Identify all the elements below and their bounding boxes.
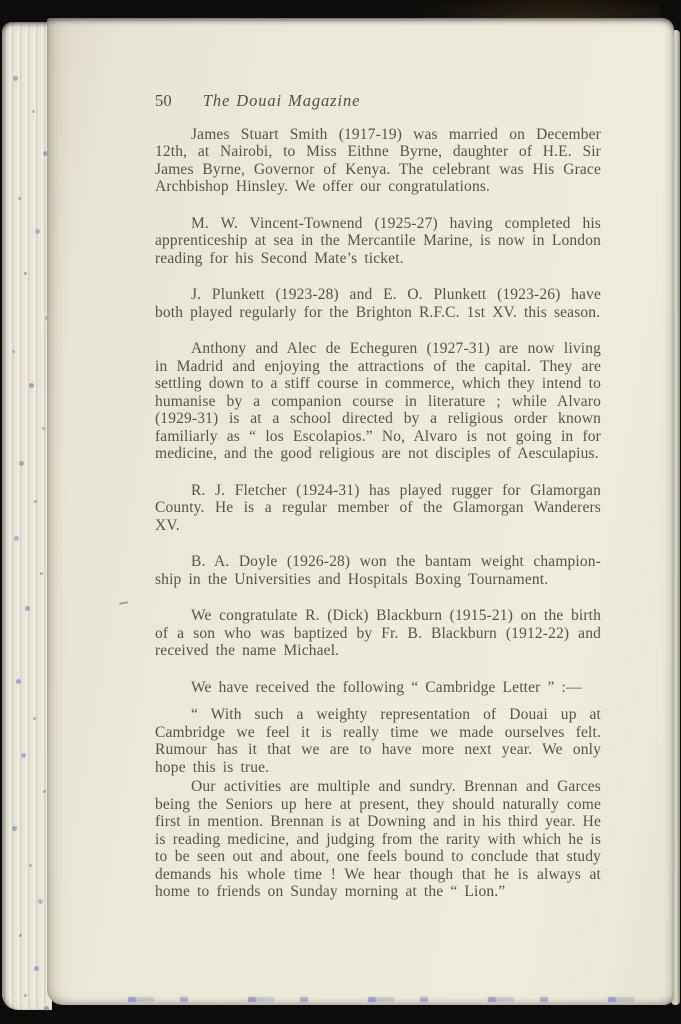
paragraph-vincent-townend: M. W. Vincent-Townend (1925-27) having completed his apprenticeship at sea in the Mercantile Marine, is now in London reading for his Second Mate’s ticket. xyxy=(155,214,601,267)
paragraph-blackburn-birth: We congratulate R. (Dick) Blackburn (1915-21) on the birth of a son who was baptized by Fr. B. Blackburn (1912-22) and received the name Michael. xyxy=(155,607,601,659)
stray-margin-mark xyxy=(119,601,128,605)
paragraph-cambridge-letter-activities: Our activities are multiple and sundry. Brennan and Garces being the Seniors up here at present, they should naturally come first in mention. Brennan is at Downing and in his third year. He is reading medicine, and judging from the rarity with which he is to be seen out and about, one feels bound to conclude that study demands his whole time ! We hear though that he is always at home to friends on Sunday morning at the “ Lion.” xyxy=(155,778,601,900)
paragraph-fletcher-rugger: R. J. Fletcher (1924-31) has played rugger for Glamorgan County. He is a regular member of the Glamorgan Wanderers XV. xyxy=(155,481,601,534)
page-number: 50 xyxy=(155,91,172,110)
ink-speckles xyxy=(6,32,9,35)
page-text-column xyxy=(155,92,601,901)
paragraph-cambridge-letter-opening: “ With such a weighty representation of Douai up at Cambridge we feel it is really time we made ourselves felt. Rumour has it that we are to have more next year. We only hope this is true. xyxy=(155,706,601,776)
magazine-title: The Douai Magazine xyxy=(202,91,361,110)
paragraph-smith-marriage: James Stuart Smith (1917-19) was married on December 12th, at Nairobi, to Miss Eithne Byrne, daughter of H.E. Sir James Byrne, Governor of Kenya. The celebrant was His Grace Archbishop Hinsley. We offer our congratulations. xyxy=(155,125,601,195)
page-header xyxy=(155,92,601,110)
paragraph-cambridge-letter-intro: We have received the following “ Cambridge Letter ” :— xyxy=(191,678,582,696)
magazine-page xyxy=(47,18,674,1005)
book-page-edges xyxy=(2,22,52,1010)
paragraph-doyle-boxing: B. A. Doyle (1926-28) won the bantam weight champion-ship in the Universities and Hospitals Boxing Tournament. xyxy=(155,553,601,588)
paragraph-plunkett-rugby: J. Plunkett (1923-28) and E. O. Plunkett (1923-26) have both played regularly for the Brighton R.F.C. 1st XV. this season. xyxy=(155,286,601,321)
bottom-edge-ink-stain xyxy=(102,997,649,1002)
paragraph-echeguren-madrid: Anthony and Alec de Echeguren (1927-31) are now living in Madrid and enjoying the attractions of the capital. They are settling down to a stiff course in commerce, which they intend to humanise by a companion course in literature ; while Alvaro (1929-31) is at a school directed by a religious order known familiarly as “ los Escolapios.” No, Alvaro is not going in for medicine, and the good religious are not disciples of Aesculapius. xyxy=(155,340,601,462)
